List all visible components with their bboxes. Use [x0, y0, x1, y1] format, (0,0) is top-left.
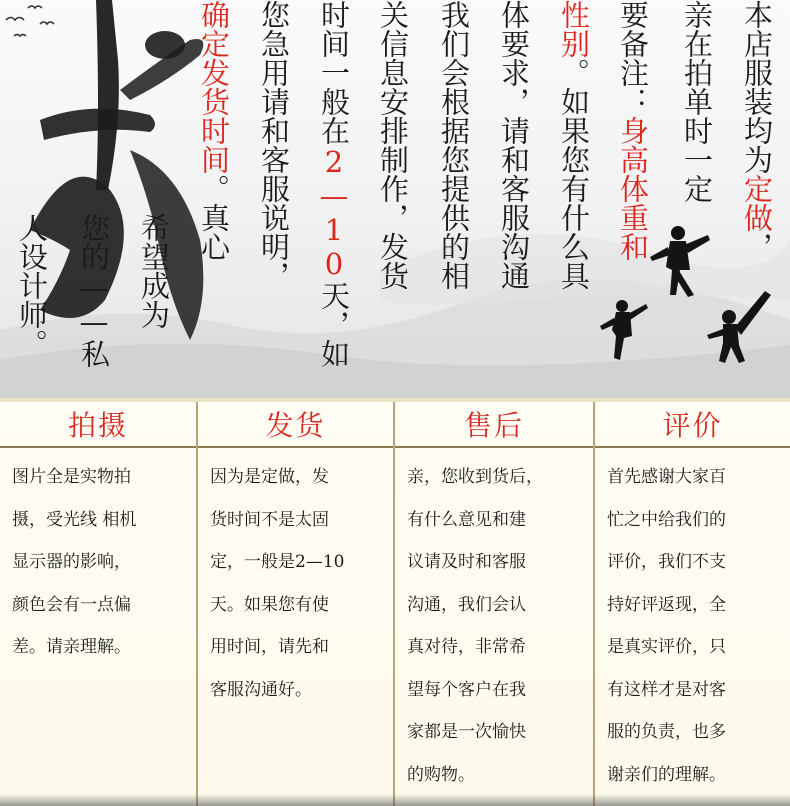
- column-divider: [593, 402, 595, 806]
- banner-text-col-13: [10, 213, 50, 358]
- column-line: 摄，受光线 相机: [12, 509, 137, 530]
- banner-text-segment: 您的——私: [77, 213, 111, 368]
- banner: [0, 0, 790, 398]
- column-line: 客服沟通好。: [210, 679, 312, 700]
- column-line: 服的负责，也多: [607, 722, 726, 742]
- column-line: 谢亲们的理解。: [607, 764, 726, 785]
- column-divider: [393, 402, 395, 806]
- ink-calligraphy-mark: [30, 0, 203, 340]
- banner-text-col-11: [132, 213, 172, 329]
- column-body: [0, 448, 196, 669]
- banner-text-col-1: [735, 0, 775, 261]
- column-body: [198, 448, 393, 711]
- banner-text-col-9: [252, 0, 292, 290]
- column-line: 差。请亲理解。: [12, 637, 131, 657]
- column-line: 议请及时和客服: [407, 552, 526, 572]
- banner-text-segment: 我们会根据您提供的相: [437, 0, 471, 290]
- column-line: 望每个客户在我: [407, 679, 526, 700]
- banner-text-segment: 您急用请和客服说明，: [257, 0, 291, 290]
- column-title: 拍摄: [0, 402, 196, 448]
- column-line: 是真实评价，只: [607, 637, 726, 657]
- column-body: [395, 448, 593, 796]
- banner-text-segment: 本店服装均为: [740, 0, 774, 174]
- column-title: 发货: [198, 402, 393, 448]
- banner-text-segment: 体要求，请和客服沟通: [497, 0, 531, 290]
- column-line: 亲，您收到货后，: [407, 467, 543, 487]
- column-line: 图片全是实物拍: [12, 467, 131, 487]
- banner-text-segment: 2—10: [317, 145, 351, 281]
- banner-text-segment: 亲在拍单时一定: [680, 0, 714, 203]
- banner-text-segment: 性别: [557, 0, 591, 58]
- banner-text-col-10: [192, 0, 232, 261]
- column-line: 真对待，非常希: [407, 637, 526, 657]
- column-line: 首先感谢大家百: [607, 467, 726, 487]
- column-after-sales: [395, 402, 593, 806]
- bottom-shadow: [0, 794, 790, 806]
- banner-text-segment: 人设计师。: [15, 213, 49, 358]
- column-line: 货时间不是太固: [210, 509, 329, 530]
- flying-birds: [6, 6, 54, 36]
- banner-text-segment: 定做: [740, 174, 774, 232]
- column-line: 显示器的影响，: [12, 552, 131, 572]
- banner-text-col-12: [72, 213, 112, 368]
- banner-text-col-5: [492, 0, 532, 290]
- banner-text-segment: 时间一般在: [317, 0, 351, 145]
- column-line: 颜色会有一点偏: [12, 594, 131, 615]
- banner-text-col-7: [371, 0, 411, 290]
- column-line: 定，一般是2—10: [210, 552, 345, 572]
- banner-text-segment: 身高体重和: [616, 116, 650, 261]
- banner-text-segment: ，: [740, 232, 774, 261]
- column-line: 家都是一次愉快: [407, 722, 526, 742]
- column-divider: [196, 402, 198, 806]
- banner-text-col-6: [432, 0, 472, 290]
- column-line: 有什么意见和建: [407, 509, 526, 530]
- column-line: 因为是定做，发: [210, 467, 329, 487]
- column-line: 天。如果您有使: [210, 594, 329, 615]
- column-line: 的购物。: [407, 764, 475, 785]
- banner-text-segment: 天，如: [317, 281, 351, 368]
- column-line: 用时间，请先和: [210, 637, 329, 657]
- banner-text-segment: 。真心: [197, 174, 231, 261]
- banner-text-segment: 要备注：: [616, 0, 650, 116]
- column-reviews: [595, 402, 790, 806]
- column-line: 持好评返现，全: [607, 594, 726, 615]
- info-table: [0, 398, 790, 806]
- column-line: 评价，我们不支: [607, 552, 726, 572]
- banner-text-segment: 希望成为: [137, 213, 171, 329]
- column-photography: [0, 402, 196, 806]
- banner-text-col-4: [552, 0, 592, 290]
- column-title: 评价: [595, 402, 790, 448]
- banner-text-segment: 关信息安排制作，发货: [376, 0, 410, 290]
- column-body: [595, 448, 790, 796]
- banner-text-col-2: [675, 0, 715, 203]
- banner-text-col-8: [312, 0, 352, 368]
- banner-text-segment: 确定发货时间: [197, 0, 231, 174]
- banner-text-segment: 。如果您有什么具: [557, 58, 591, 290]
- column-title: 售后: [395, 402, 593, 448]
- column-line: 有这样才是对客: [607, 679, 726, 700]
- column-line: 忙之中给我们的: [607, 509, 726, 530]
- column-line: 沟通，我们会认: [407, 594, 526, 615]
- banner-text-col-3: [611, 0, 651, 261]
- column-shipping: [198, 402, 393, 806]
